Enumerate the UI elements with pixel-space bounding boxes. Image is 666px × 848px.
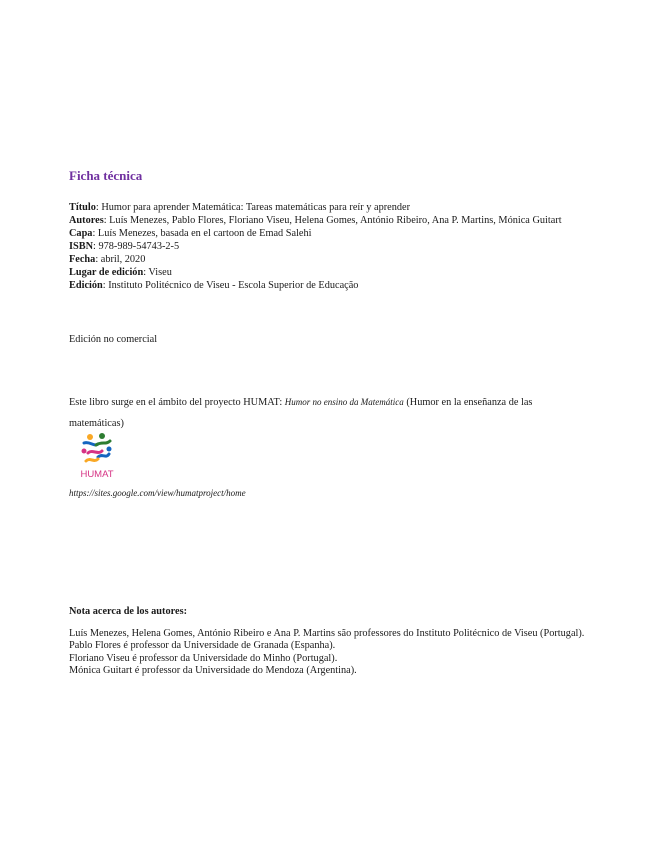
- meta-place-row: [69, 266, 609, 279]
- humat-logo-icon: [76, 431, 118, 469]
- meta-isbn-label: ISBN: [69, 241, 94, 252]
- project-url-link[interactable]: https://sites.google.com/view/humatproject/home: [69, 488, 246, 498]
- meta-authors-label: Autores: [69, 215, 104, 226]
- author-note-line: Pablo Flores é professor da Universidade de Granada (Espanha).: [69, 640, 336, 652]
- humat-logo-text: HUMAT: [80, 469, 114, 480]
- meta-title-label: Título: [69, 202, 96, 213]
- project-italic-title: Humor no ensino da Matemática: [284, 397, 404, 407]
- meta-title-value: : Humor para aprender Matemática: Tareas matemáticas para reír y aprender: [95, 202, 411, 213]
- authors-note-body: [69, 628, 604, 678]
- meta-authors-row: [69, 214, 609, 227]
- author-note-line: Mónica Guitart é professor da Universidade do Mendoza (Argentina).: [69, 665, 357, 677]
- meta-publisher-row: [69, 279, 609, 292]
- project-text-before: Este libro surge en el ámbito del proyecto HUMAT:: [69, 397, 285, 408]
- meta-place-label: Lugar de edición: [69, 267, 144, 278]
- project-text-after: (Humor en la enseñanza de las matemáticas): [69, 397, 533, 429]
- meta-title-row: [69, 201, 609, 214]
- meta-isbn-row: [69, 240, 609, 253]
- meta-cover-value: : Luís Menezes, basada en el cartoon de Emad Salehi: [92, 228, 312, 239]
- meta-publisher-label: Edición: [69, 280, 103, 291]
- meta-date-label: Fecha: [69, 254, 96, 265]
- author-note-line: Floriano Viseu é professor da Universidade do Minho (Portugal).: [69, 652, 338, 664]
- humat-logo: [76, 431, 118, 483]
- meta-publisher-value: : Instituto Politécnico de Viseu - Escola Superior de Educação: [102, 280, 359, 291]
- meta-date-row: [69, 253, 609, 266]
- author-note-line: Luís Menezes, Helena Gomes, António Ribeiro e Ana P. Martins são professores do Instituto Politécnico de Viseu (Portugal).: [69, 628, 585, 639]
- meta-isbn-value: : 978-989-54743-2-5: [93, 241, 180, 252]
- meta-authors-value: : Luís Menezes, Pablo Flores, Floriano Viseu, Helena Gomes, António Ribeiro, Ana P. Martins, Mónica Guitart: [103, 215, 562, 226]
- page-title: Ficha técnica: [69, 168, 143, 183]
- edition-note: Edición no comercial: [69, 334, 158, 345]
- meta-cover-label: Capa: [69, 228, 93, 239]
- meta-date-value: : abril, 2020: [95, 254, 146, 265]
- project-paragraph: [69, 392, 589, 434]
- technical-sheet: [69, 201, 609, 292]
- authors-note-heading: Nota acerca de los autores:: [69, 606, 188, 617]
- meta-place-value: : Viseu: [143, 267, 172, 278]
- meta-cover-row: [69, 227, 609, 240]
